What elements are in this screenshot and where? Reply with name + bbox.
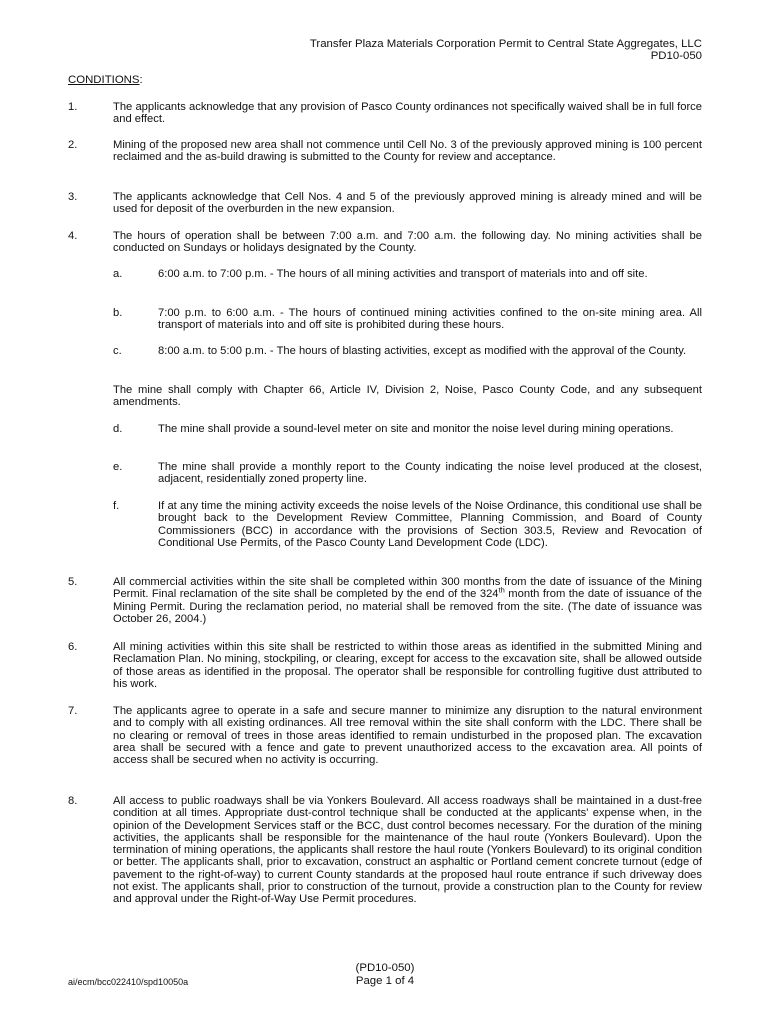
condition-5-number: 5. bbox=[68, 576, 78, 588]
condition-4-noise-text: The mine shall comply with Chapter 66, Article IV, Division 2, Noise, Pasco County Code, and any subsequent amendments. bbox=[113, 384, 702, 409]
footer-page-info bbox=[335, 962, 435, 988]
condition-4f-letter: f. bbox=[113, 500, 120, 512]
condition-4e-letter: e. bbox=[113, 461, 123, 473]
condition-5-text-part2: month from the date of issuance of the Mining Permit. During the reclamation period, no material shall be removed from the site. (The date of issuance was October 26, 2004.) bbox=[113, 588, 703, 625]
conditions-heading-text: CONDITIONS bbox=[68, 74, 140, 86]
conditions-heading-colon: : bbox=[139, 74, 143, 86]
condition-4-number: 4. bbox=[68, 230, 78, 242]
condition-4e-text: The mine shall provide a monthly report to the County indicating the noise level produced at the closest, adjacent, residentially zoned property line. bbox=[158, 461, 702, 486]
condition-2-number: 2. bbox=[68, 139, 78, 151]
condition-5-superscript: th bbox=[498, 585, 505, 595]
condition-4a-text: 6:00 a.m. to 7:00 p.m. - The hours of all mining activities and transport of materials into and off site. bbox=[158, 268, 648, 280]
document-code: PD10-050 bbox=[650, 50, 702, 62]
condition-4c-text: 8:00 a.m. to 5:00 p.m. - The hours of blasting activities, except as modified with the approval of the County. bbox=[158, 345, 687, 357]
condition-4b-letter: b. bbox=[113, 307, 123, 319]
condition-4c-letter: c. bbox=[113, 345, 122, 357]
condition-4d-text: The mine shall provide a sound-level meter on site and monitor the noise level during mining operations. bbox=[158, 423, 674, 435]
condition-2-text: Mining of the proposed new area shall not commence until Cell No. 3 of the previously approved mining is 100 percent reclaimed and the as-build drawing is submitted to the County for review and acceptance. bbox=[113, 139, 702, 164]
footer-doc-code: (PD10-050) bbox=[355, 962, 415, 974]
condition-5-text bbox=[113, 576, 702, 625]
condition-4b-text: 7:00 p.m. to 6:00 a.m. - The hours of continued mining activities confined to the on-site mining area. All transport of materials into and off site is prohibited during these hours. bbox=[158, 307, 702, 332]
condition-6-number: 6. bbox=[68, 641, 78, 653]
condition-1-text: The applicants acknowledge that any provision of Pasco County ordinances not specifically waived shall be in full force and effect. bbox=[113, 101, 702, 126]
condition-4a-letter: a. bbox=[113, 268, 123, 280]
condition-6-text: All mining activities within this site shall be restricted to within those areas as identified in the submitted Mining and Reclamation Plan. No mining, stockpiling, or clearing, except for access to the excavation site, shall be allowed outside of those areas as identified in the proposal. The operator shall be responsible for controlling fugitive dust attributed to his work. bbox=[113, 641, 702, 690]
condition-8-text: All access to public roadways shall be via Yonkers Boulevard. All access roadways shall be maintained in a dust-free condition at all times. Appropriate dust-control technique shall be conducted at the applicants' expense when, in the opinion of the Development Services staff or the BCC, dust control becomes necessary. For the duration of the mining activities, the applicants shall be responsible for the maintenance of the haul route (Yonkers Boulevard). Upon the termination of mining operations, the applicants shall restore the haul route (Yonkers Boulevard) to its original condition or better. The applicants shall, prior to excavation, construct an asphaltic or Portland cement concrete turnout (edge of pavement to the right-of-way) to current County standards at the proposed haul route entrance if such driveway does not exist. The applicants shall, prior to construction of the turnout, provide a construction plan to the County for review and approval under the Right-of-Way Use Permit procedures. bbox=[113, 795, 702, 906]
condition-7-number: 7. bbox=[68, 705, 78, 717]
condition-4f-text: If at any time the mining activity exceeds the noise levels of the Noise Ordinance, this conditional use shall be brought back to the Development Review Committee, Planning Commission, and Board of County Commissioners (BCC) in accordance with the provisions of Section 303.5, Review and Revocation of Conditional Use Permits, of the Pasco County Land Development Code (LDC). bbox=[158, 500, 702, 549]
document-header-title: Transfer Plaza Materials Corporation Permit to Central State Aggregates, LLC bbox=[309, 38, 702, 50]
condition-3-text: The applicants acknowledge that Cell Nos. 4 and 5 of the previously approved mining is already mined and will be used for deposit of the overburden in the new expansion. bbox=[113, 191, 702, 216]
condition-5-text-part1: All commercial activities within the site shall be completed within 300 months from the date of issuance of the Mining Permit. Final reclamation of the site shall be completed by the end of the 324 bbox=[113, 576, 702, 601]
condition-4-text: The hours of operation shall be between 7:00 a.m. and 7:00 a.m. the following day. No mining activities shall be conducted on Sundays or holidays designated by the County. bbox=[113, 230, 702, 255]
condition-1-number: 1. bbox=[68, 101, 78, 113]
conditions-heading bbox=[68, 74, 143, 86]
footer-file-reference: ai/ecm/bcc022410/spd10050a bbox=[68, 977, 189, 987]
condition-8-number: 8. bbox=[68, 795, 78, 807]
condition-7-text: The applicants agree to operate in a safe and secure manner to minimize any disruption to the natural environment and to comply with all existing ordinances. All tree removal within the site shall conform with the LDC. There shall be no clearing or removal of trees in those areas identified to remain undisturbed in the proposed plan. The excavation area shall be secured with a fence and gate to prevent unauthorized access to the excavation area. All points of access shall be secured when no activity is occurring. bbox=[113, 705, 702, 767]
condition-4d-letter: d. bbox=[113, 423, 123, 435]
condition-3-number: 3. bbox=[68, 191, 78, 203]
footer-page-number: Page 1 of 4 bbox=[355, 975, 415, 987]
